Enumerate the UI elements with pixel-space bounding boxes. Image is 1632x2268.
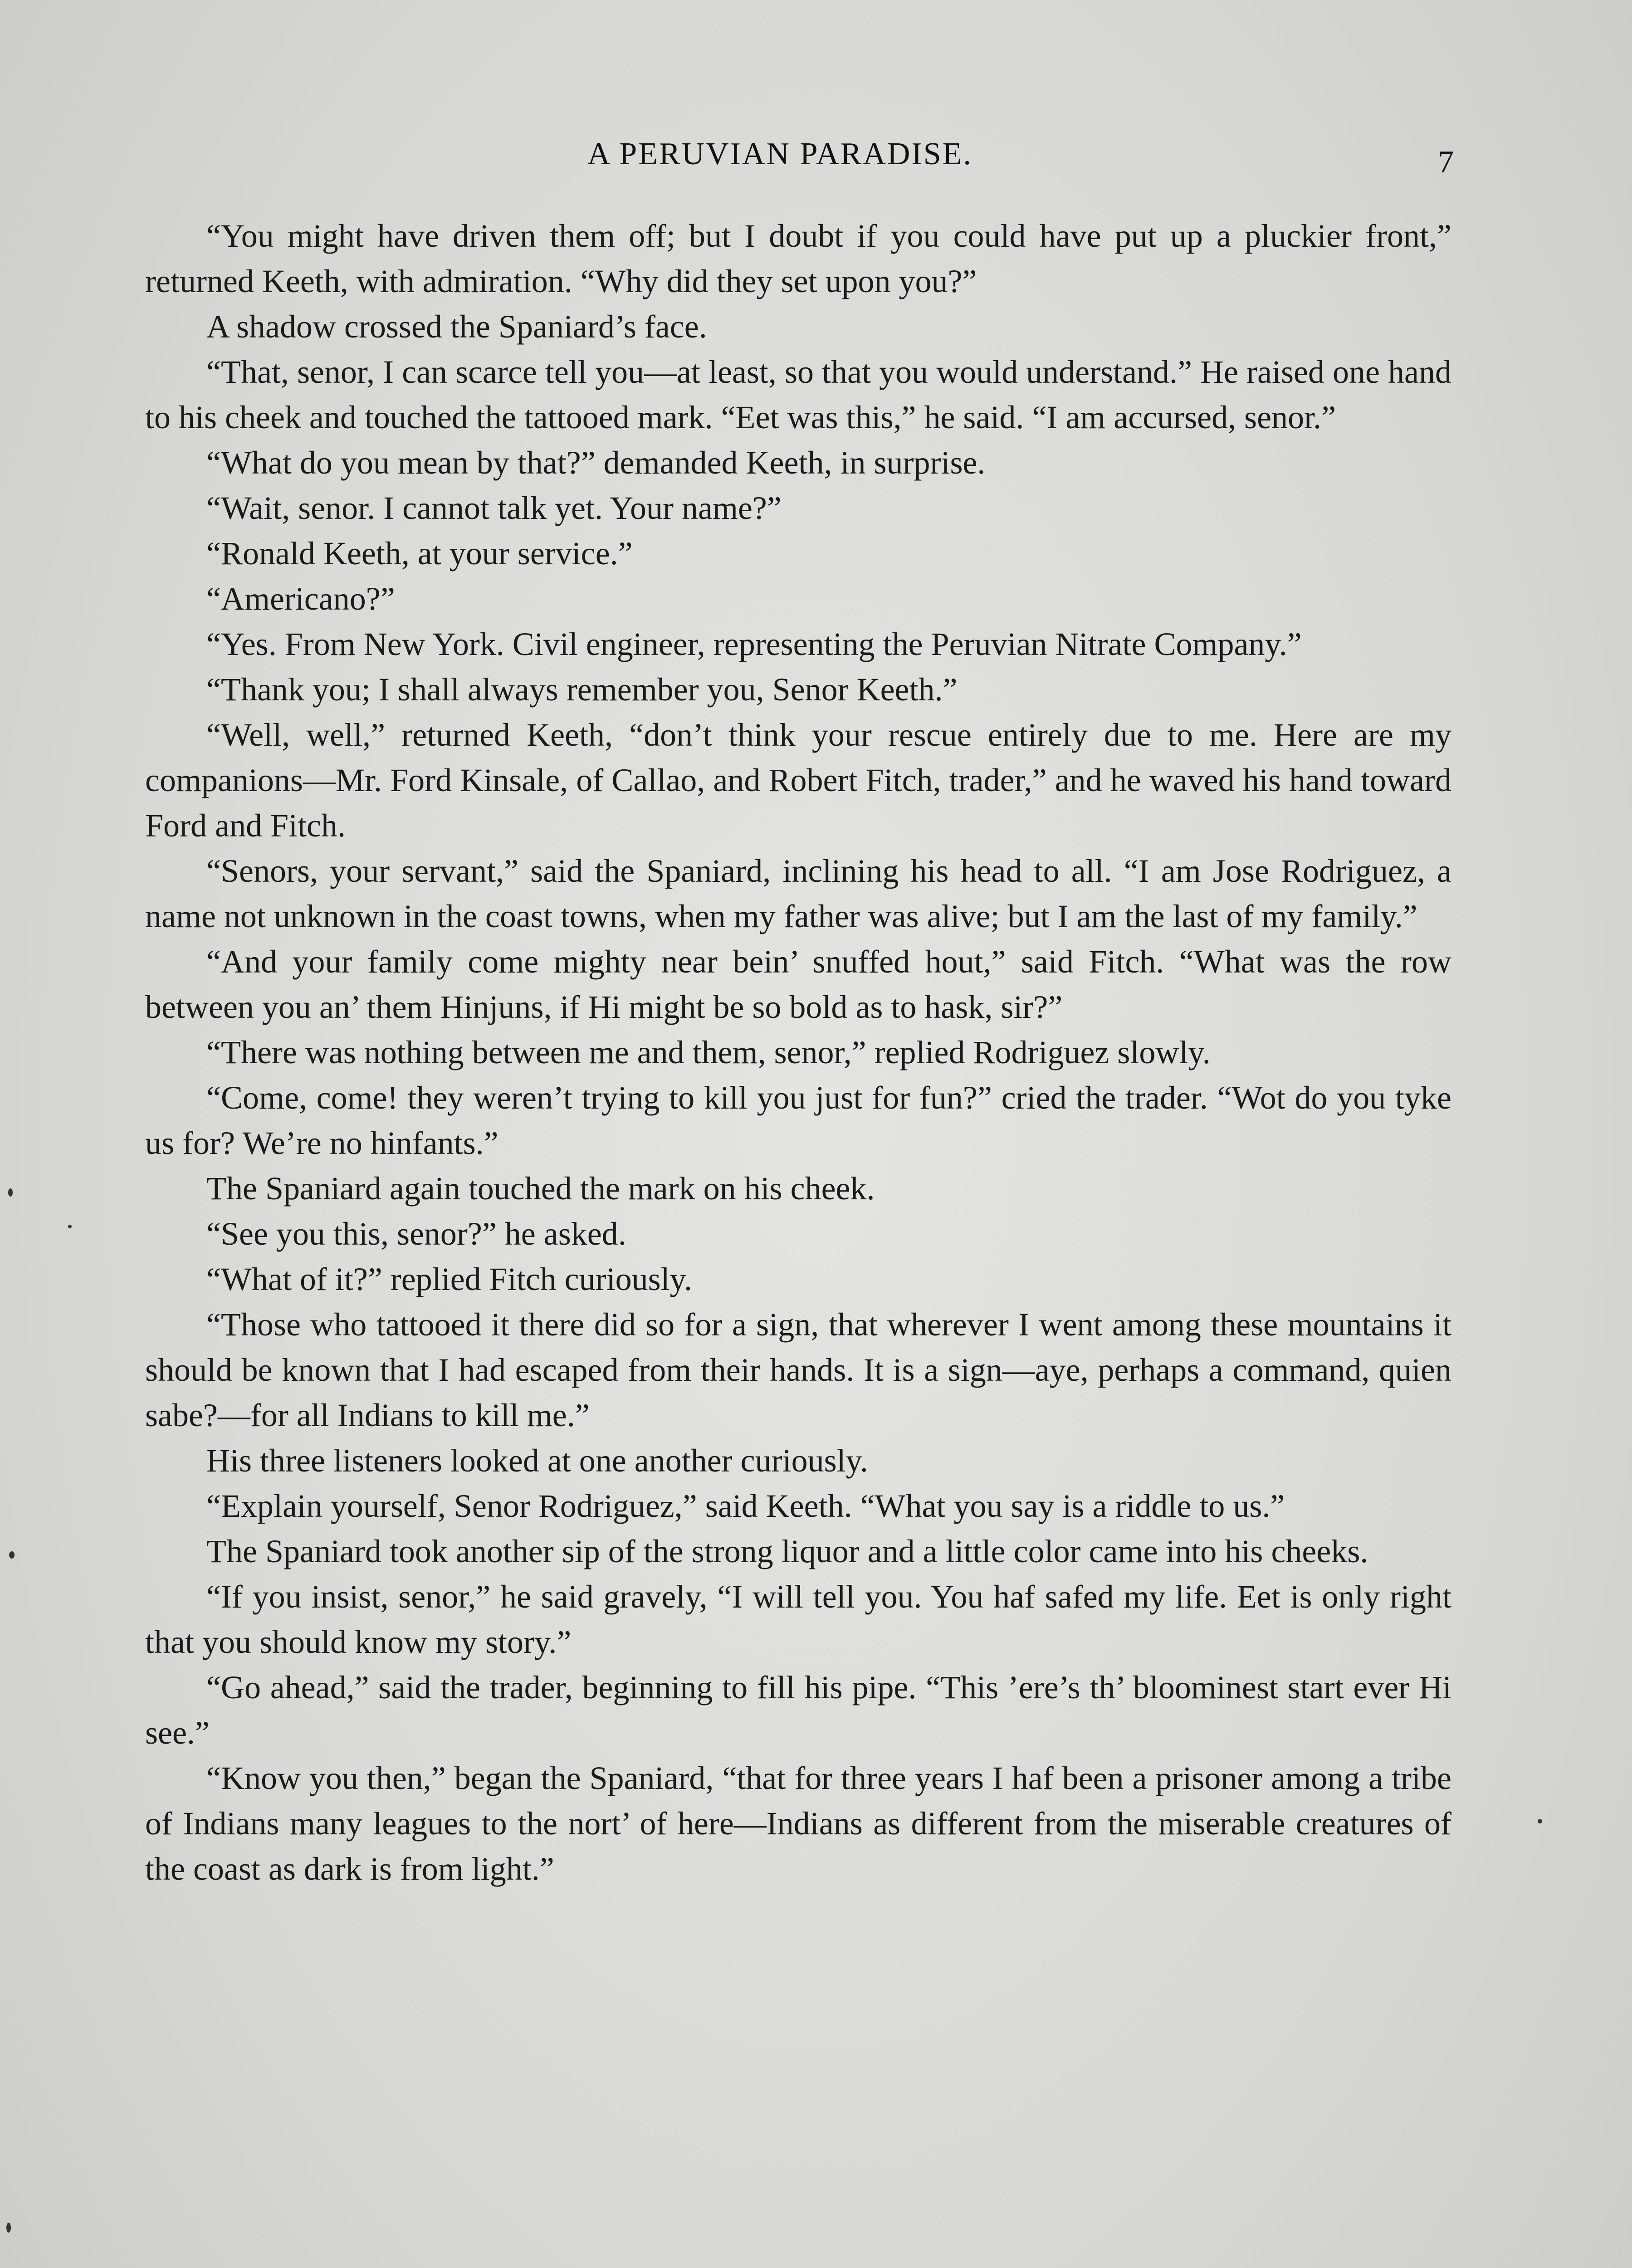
ink-speck: [8, 1188, 13, 1197]
paragraph: “That, senor, I can scarce tell you—at least, so that you would understand.” He raised one hand to his cheek and touched the tattooed mark. “Eet was this,” he said. “I am accursed, senor.”: [145, 354, 1451, 435]
paragraph: “Ronald Keeth, at your service.”: [206, 535, 633, 572]
paragraph: “What do you mean by that?” demanded Keeth, in surprise.: [206, 445, 986, 481]
paragraph: “Come, come! they weren’t trying to kill you just for fun?” cried the trader. “Wot do you tyke us for? We’re no hinfants.”: [145, 1080, 1451, 1161]
paragraph: “Know you then,” began the Spaniard, “that for three years I haf been a prisoner among a tribe of Indians many leagues to the nort’ of here—Indians as different from the miserable creatures of the coast as dark is from light.”: [145, 1760, 1451, 1887]
running-head-title: A PERUVIAN PARADISE.: [587, 137, 972, 171]
paragraph: “Go ahead,” said the trader, beginning to fill his pipe. “This ’ere’s th’ bloominest start ever Hi see.”: [145, 1669, 1451, 1751]
body-text: [145, 213, 1451, 1892]
page-number: 7: [1438, 145, 1454, 180]
paragraph: “Those who tattooed it there did so for a sign, that wherever I went among these mountains it should be known that I had escaped from their hands. It is a sign—aye, perhaps a command, quien sabe?—for all Indians to kill me.”: [145, 1306, 1451, 1433]
paragraph: “Thank you; I shall always remember you, Senor Keeth.”: [206, 671, 958, 708]
paragraph: “Well, well,” returned Keeth, “don’t think your rescue entirely due to me. Here are my companions—Mr. Ford Kinsale, of Callao, and Robert Fitch, trader,” and he waved his hand toward Ford and Fitch.: [145, 717, 1451, 844]
ink-speck: [1538, 1819, 1542, 1823]
paragraph: A shadow crossed the Spaniard’s face.: [206, 308, 707, 345]
ink-speck: [6, 2223, 11, 2233]
paragraph: “If you insist, senor,” he said gravely, “I will tell you. You haf safed my life. Eet is only right that you should know my story.”: [145, 1579, 1451, 1660]
paragraph: “Americano?”: [206, 581, 395, 617]
paragraph: “Wait, senor. I cannot talk yet. Your name?”: [206, 490, 782, 526]
paragraph: “See you this, senor?” he asked.: [206, 1216, 626, 1252]
paragraph: “You might have driven them off; but I doubt if you could have put up a pluckier front,” returned Keeth, with admiration. “Why did they set upon you?”: [145, 218, 1451, 299]
paragraph: “Senors, your servant,” said the Spaniard, inclining his head to all. “I am Jose Rodriguez, a name not unknown in the coast towns, when my father was alive; but I am the last of my family.”: [145, 853, 1451, 934]
paragraph: His three listeners looked at one another curiously.: [206, 1442, 868, 1479]
paragraph: “Explain yourself, Senor Rodriguez,” said Keeth. “What you say is a riddle to us.”: [206, 1488, 1285, 1524]
paragraph: The Spaniard took another sip of the strong liquor and a little color came into his cheeks.: [206, 1533, 1368, 1569]
ink-speck: [68, 1225, 72, 1228]
paragraph: The Spaniard again touched the mark on his cheek.: [206, 1170, 875, 1207]
ink-speck: [9, 1551, 15, 1559]
paragraph: “There was nothing between me and them, senor,” replied Rodriguez slowly.: [206, 1034, 1211, 1070]
paragraph: “And your family come mighty near bein’ snuffed hout,” said Fitch. “What was the row between you an’ them Hinjuns, if Hi might be so bold as to hask, sir?”: [145, 943, 1451, 1025]
paragraph: “What of it?” replied Fitch curiously.: [206, 1261, 692, 1297]
paragraph: “Yes. From New York. Civil engineer, representing the Peruvian Nitrate Company.”: [206, 626, 1302, 662]
